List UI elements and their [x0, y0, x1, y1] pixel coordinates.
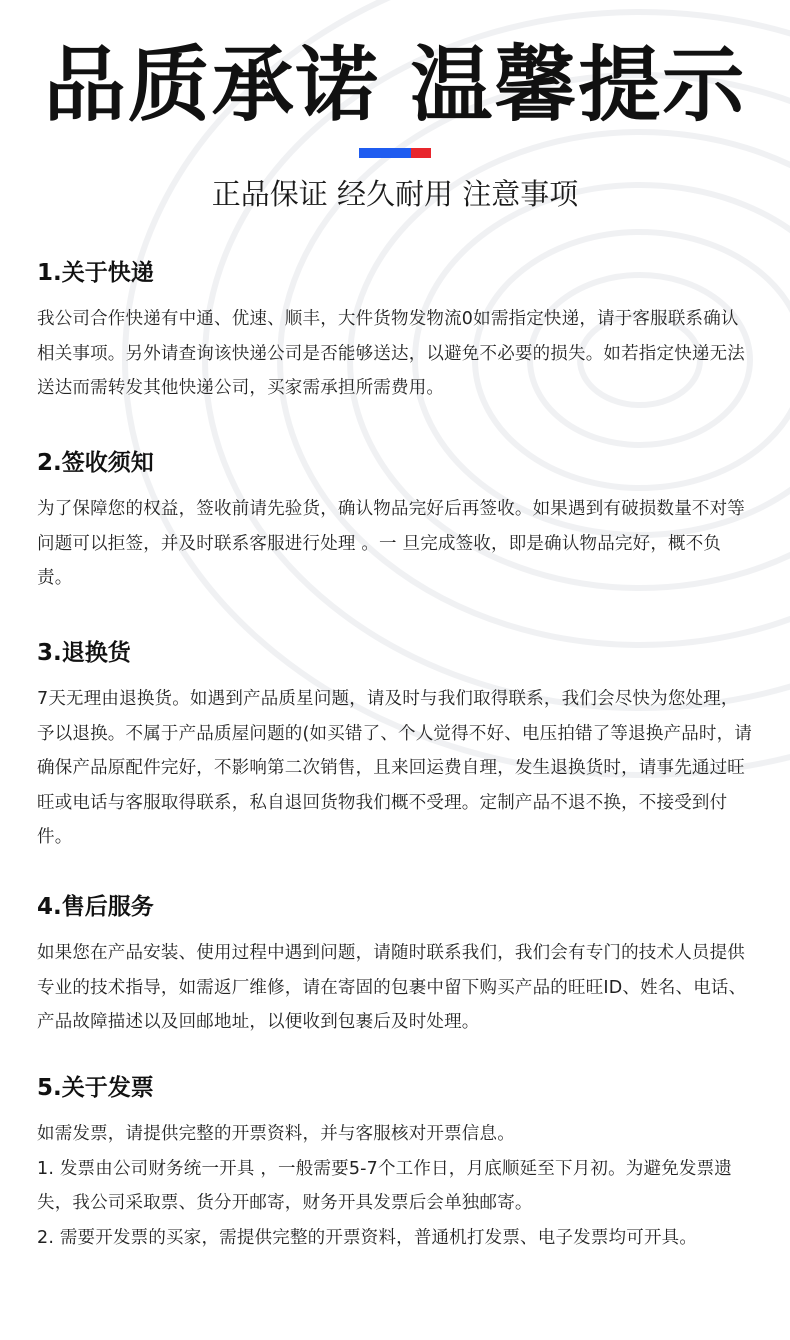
- section-heading: 3.退换货: [37, 640, 131, 666]
- section-paragraph: 7天无理由退换货。如遇到产品质星问题，请及时与我们取得联系，我们会尽快为您处理，予以退换。不属于产品质屋问题的(如买错了、个人觉得不好、电压拍错了等退换产品时，请确保产品原配件完好，不影响第二次销售，且来回运费自理，发生退换货时，请事先通过旺旺或电话与客服取得联系，私自退回货物我们概不受理。定制产品不退不换，不接受到付件。: [37, 689, 753, 847]
- section-signing: [37, 446, 753, 596]
- section-body: [37, 1117, 753, 1255]
- section-paragraph: 如需发票，请提供完整的开票资料，并与客服核对开票信息。: [37, 1124, 515, 1144]
- divider-red-segment: [411, 148, 431, 158]
- section-paragraph: 2. 需要开发票的买家，需提供完整的开票资料，普通机打发票、电子发票均可开具。: [37, 1227, 698, 1248]
- section-paragraph: 如果您在产品安装、使用过程中遇到问题，请随时联系我们，我们会有专门的技术人员提供专业的技术指导，如需返厂维修，请在寄固的包裹中留下购买产品的旺旺ID、姓名、电话、产品故障描述以及回邮地址，以便收到包裹后及时处理。: [37, 943, 747, 1032]
- section-body: [37, 936, 753, 1040]
- section-heading: 4.售后服务: [37, 894, 154, 920]
- section-paragraph: 1. 发票由公司财务统一开具 ，一般需要5-7个工作日，月底顺延至下月初。为避免发票遗失，我公司采取票、货分开邮寄，财务开具发票后会单独邮寄。: [37, 1158, 733, 1213]
- page-title: 品质承诺 温馨提示: [43, 38, 747, 133]
- section-heading: 1.关于快递: [37, 260, 154, 286]
- section-after-sales: [37, 890, 753, 1040]
- section-body: [37, 302, 753, 406]
- section-body: [37, 682, 753, 855]
- section-paragraph: 我公司合作快递有中通、优速、顺丰，大件货物发物流0如需指定快递，请于客服联系确认相关事项。另外请查询该快递公司是否能够送达，以避免不必要的损失。如若指定快递无法送达而需转发其他快递公司，买家需承担所需费用。: [37, 309, 745, 398]
- section-body: [37, 492, 753, 596]
- section-invoice: [37, 1071, 753, 1255]
- page-subtitle: 正品保证 经久耐用 注意事项: [211, 177, 579, 211]
- section-heading: 2.签收须知: [37, 450, 154, 476]
- divider-blue-segment: [359, 148, 411, 158]
- section-express: [37, 256, 753, 406]
- accent-divider: [359, 148, 431, 158]
- section-heading: 5.关于发票: [37, 1075, 154, 1101]
- section-returns: [37, 636, 753, 855]
- section-paragraph: 为了保障您的权益，签收前请先验货，确认物品完好后再签收。如果遇到有破损数量不对等问题可以拒签，并及时联系客服进行处理 。一 旦完成签收，即是确认物品完好，概不负责。: [37, 499, 745, 588]
